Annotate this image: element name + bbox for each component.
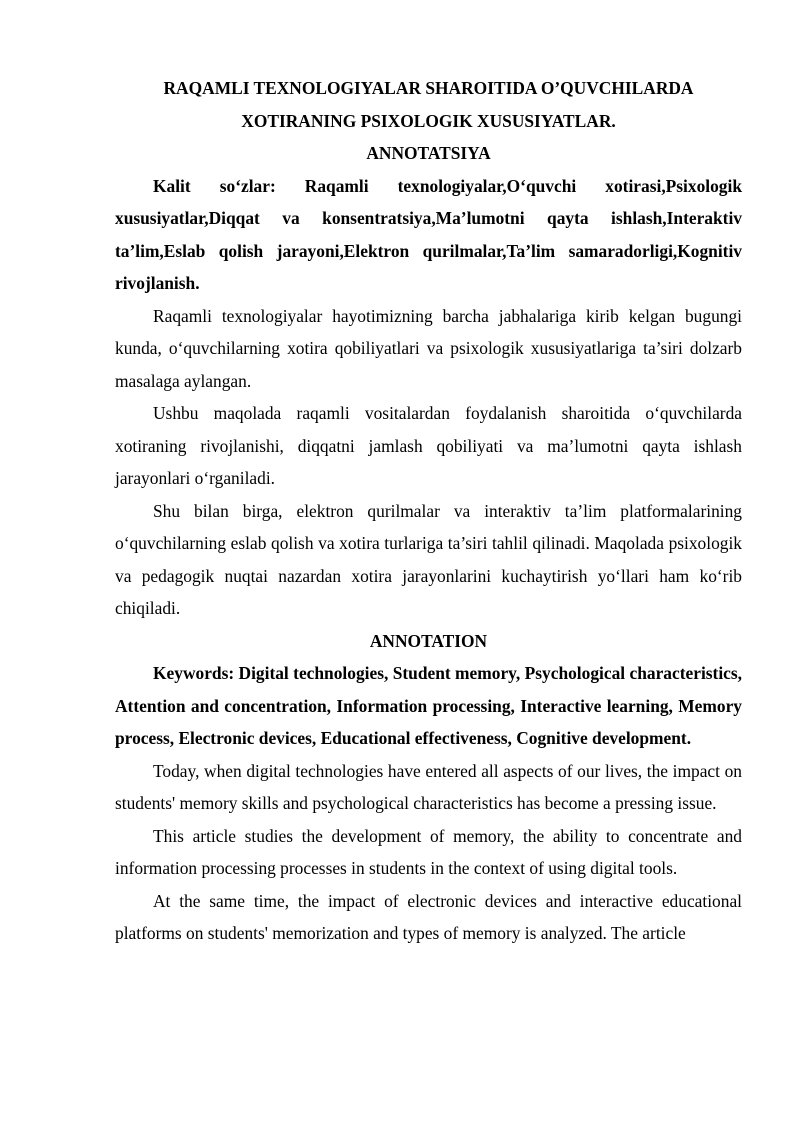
article-title [115,72,742,137]
title-line-1: RAQAMLI TEXNOLOGIYALAR SHAROITIDA O’QUVCHILARDA [163,78,694,98]
en-annotation-heading: ANNOTATION [369,630,488,651]
document-page [115,72,742,950]
en-paragraph-1: Today, when digital technologies have entered all aspects of our lives, the impact on students' memory skills and psychological characteristics has become a pressing issue. [115,760,742,813]
en-keywords: Keywords: Digital technologies, Student memory, Psychological characteristics, Attention and concentration, Information processing, Interactive learning, Memory process, Electronic devices, Educational effectiveness, Cognitive development. [115,663,742,748]
uz-annotation-heading: ANNOTATSIYA [366,143,491,163]
uz-keywords: Kalit so‘zlar: Raqamli texnologiyalar,O‘quvchi xotirasi,Psixologik xususiyatlar,Diqqat va konsentratsiya,Ma’lumotni qayta ishlash,Interaktiv ta’lim,Eslab qolish jarayoni,Elektron qurilmalar,Ta’lim samaradorligi,Kognitiv rivojlanish. [115,175,742,293]
uz-paragraph-3: Shu bilan birga, elektron qurilmalar va interaktiv ta’lim platformalarining o‘quvchilarning eslab qolish va xotira turlariga ta’siri tahlil qilinadi. Maqolada psixologik va pedagogik nuqtai nazardan xotira jarayonlarini kuchaytirish yo‘llari ham ko‘rib chiqiladi. [115,500,742,618]
title-line-2: XOTIRANING PSIXOLOGIK XUSUSIYATLAR. [241,110,616,131]
uz-paragraph-2: Ushbu maqolada raqamli vositalardan foydalanish sharoitida o‘quvchilarda xotiraning rivojlanishi, diqqatni jamlash qobiliyati va ma’lumotni qayta ishlash jarayonlari o‘rganiladi. [115,403,742,488]
en-paragraph-3: At the same time, the impact of electronic devices and interactive educational platforms on students' memorization and types of memory is analyzed. The article [115,890,742,943]
uz-paragraph-1: Raqamli texnologiyalar hayotimizning barcha jabhalariga kirib kelgan bugungi kunda, o‘quvchilarning xotira qobiliyatlari va psixologik xususiyatlariga ta’siri dolzarb masalaga aylangan. [115,305,742,391]
en-paragraph-2: This article studies the development of memory, the ability to concentrate and information processing processes in students in the context of using digital tools. [115,825,742,878]
